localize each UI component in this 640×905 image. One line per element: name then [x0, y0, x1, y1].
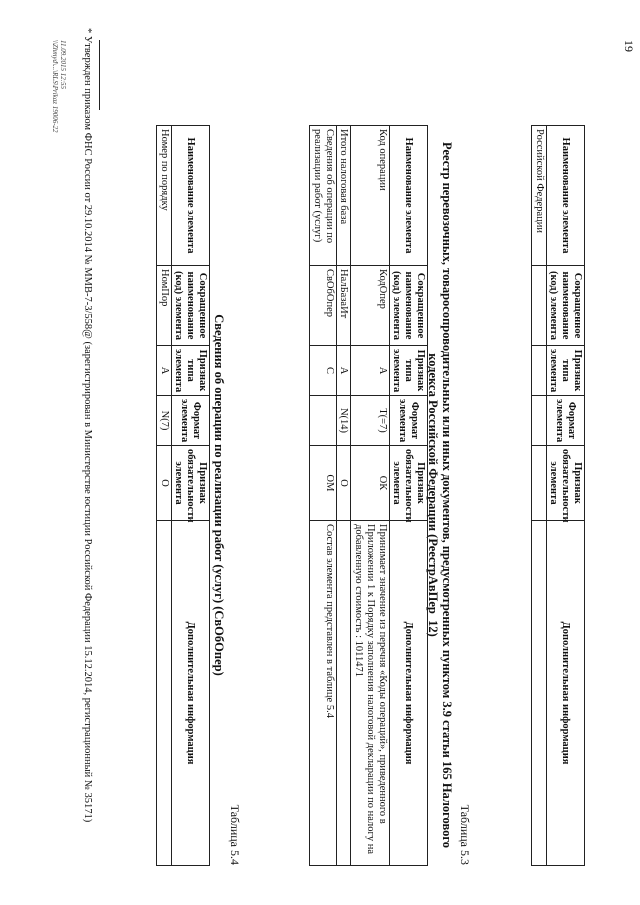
- table-cell: Принимает значение из перечня «Коды операций», приведенного в Приложении 1 к Порядку заполнения налоговой декларации по налогу на добавленную стоимость : 1011471: [351, 521, 389, 866]
- table-cell: СвОбОпер: [310, 266, 337, 346]
- footnote-mark: *: [82, 28, 93, 34]
- continuation-table: [531, 125, 585, 866]
- table-cell: С: [310, 346, 337, 396]
- footnote-rule: [99, 40, 100, 110]
- table-cell: T(=7): [351, 396, 389, 446]
- table-5-3: [309, 125, 428, 866]
- table-cell: Код операции: [351, 126, 389, 266]
- table-cell: НомПор: [157, 266, 172, 346]
- header-cell: Признак типа элемента: [171, 346, 209, 396]
- table-cell: [157, 521, 172, 866]
- header-cell: Формат элемента: [546, 396, 584, 446]
- table-caption-5-3: Таблица 5.3: [458, 804, 472, 865]
- header-cell: Формат элемента: [389, 396, 427, 446]
- table-cell: N(7): [157, 396, 172, 446]
- stamp-line: \\Zhmyd\...\RLS\Prikaz 19006-22: [51, 40, 60, 133]
- table-caption-5-4: Таблица 5.4: [228, 804, 242, 865]
- header-cell: Наименование элемента: [389, 126, 427, 266]
- table-row: [532, 126, 547, 866]
- table-cell: N(14): [336, 396, 351, 446]
- header-cell: Формат элемента: [171, 396, 209, 446]
- table-row: [336, 126, 351, 866]
- table-cell: Номер по порядку: [157, 126, 172, 266]
- table-5-4: [156, 125, 210, 866]
- table-cell: А: [336, 346, 351, 396]
- stamp-line: 11.09.2015 12:55: [59, 40, 67, 90]
- header-cell: Сокращенное наименование (код) элемента: [546, 266, 584, 346]
- table-cell: [336, 521, 351, 866]
- table-cell: КодОпер: [351, 266, 389, 346]
- header-cell: Дополнительная информация: [171, 521, 209, 866]
- table-cell: А: [351, 346, 389, 396]
- footnote: [81, 28, 94, 878]
- header-cell: Наименование элемента: [171, 126, 209, 266]
- table-cell: НалБазаИт: [336, 266, 351, 346]
- header-cell: Признак типа элемента: [389, 346, 427, 396]
- table-header-row: [389, 126, 427, 866]
- table-cell: О: [336, 446, 351, 521]
- table-cell: Итого налоговая база: [336, 126, 351, 266]
- table-cell: [310, 396, 337, 446]
- table-row: [351, 126, 389, 866]
- header-cell: Сокращенное наименование (код) элемента: [171, 266, 209, 346]
- header-cell: Признак типа элемента: [546, 346, 584, 396]
- footnote-text: Утвержден приказом ФНС России от 29.10.2014 № ММВ-7-3/558@ (зарегистрирован в Министерстве юстиции Российской Федерации 15.12.2014, регистрационный № 35171): [82, 35, 93, 823]
- table-row: [310, 126, 337, 866]
- table-header-row: [546, 126, 584, 866]
- table-header-row: [171, 126, 209, 866]
- header-cell: Признак обязательности элемента: [171, 446, 209, 521]
- header-cell: Дополнительная информация: [546, 521, 584, 866]
- table-cell: Сведения об операции по реализации работ (услуг): [310, 126, 337, 266]
- page-number: 19: [622, 40, 636, 52]
- table-cell: ОМ: [310, 446, 337, 521]
- header-cell: Признак обязательности элемента: [389, 446, 427, 521]
- table-cell: О: [157, 446, 172, 521]
- table-title-5-3: Реестр перевозочных, товаросопроводительных или иных документов, предусмотренных пунктом 3.9 статьи 165 Налогового кодекса Российской Федерации (РеестрАвПер_12): [425, 141, 454, 849]
- header-cell: Наименование элемента: [546, 126, 584, 266]
- header-cell: Дополнительная информация: [389, 521, 427, 866]
- table-row: [157, 126, 172, 866]
- header-cell: Признак обязательности элемента: [546, 446, 584, 521]
- print-stamp: [51, 40, 66, 340]
- table-cell: Состав элемента представлен в таблице 5.4: [310, 521, 337, 866]
- table-cell: Российской Федерации: [532, 126, 547, 266]
- table-cell: ОК: [351, 446, 389, 521]
- table-title-5-4: Сведения об операции по реализации работ (услуг) (СвОбОпер): [212, 314, 226, 676]
- header-cell: Сокращенное наименование (код) элемента: [389, 266, 427, 346]
- table-cell: А: [157, 346, 172, 396]
